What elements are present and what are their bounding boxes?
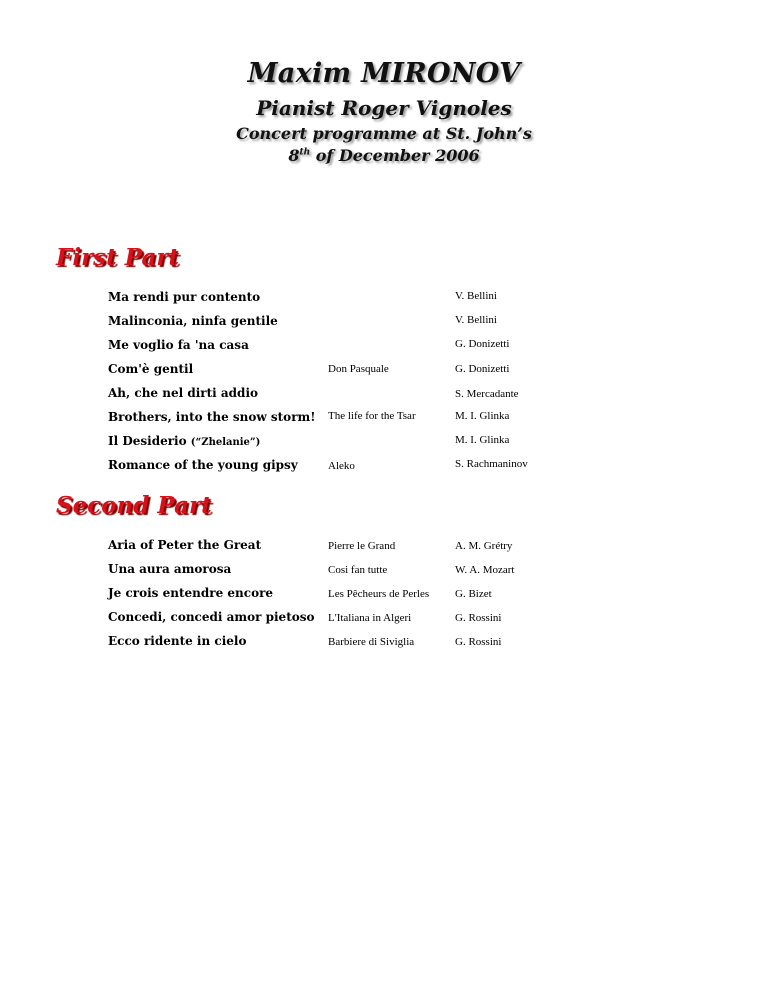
programme-row: [0, 338, 768, 358]
programme-row: [0, 290, 768, 310]
opera-title: L'Italiana in Algeri: [328, 612, 412, 624]
programme-row: [0, 458, 768, 478]
composer: G. Bizet: [455, 588, 492, 600]
pianist-name: Pianist Roger Vignoles: [256, 96, 512, 120]
programme-row: [0, 314, 768, 334]
opera-title: The life for the Tsar: [328, 410, 416, 422]
composer: V. Bellini: [455, 290, 497, 302]
section-title-first-part: First Part: [56, 244, 180, 271]
song-title: Je crois entendre encore: [108, 586, 274, 600]
composer: W. A. Mozart: [455, 564, 515, 576]
date-day: 8: [288, 146, 300, 165]
composer: V. Bellini: [455, 314, 497, 326]
song-title: Malinconia, ninfa gentile: [108, 314, 278, 328]
song-title: Com'è gentil: [108, 362, 194, 376]
concert-title: Concert programme at St. John’s: [236, 124, 532, 143]
programme-row: [0, 410, 768, 430]
composer: S. Mercadante: [455, 388, 519, 400]
programme-row: [0, 362, 768, 382]
concert-date: [0, 146, 768, 165]
date-ordinal: th: [299, 147, 311, 158]
composer: M. I. Glinka: [455, 434, 510, 446]
song-title: Brothers, into the snow storm!: [108, 410, 316, 424]
singer-name: Maxim MIRONOV: [247, 58, 521, 89]
song-title: Concedi, concedi amor pietoso: [108, 610, 315, 624]
programme-row: [0, 634, 768, 654]
composer: G. Rossini: [455, 636, 502, 648]
programme-row: [0, 538, 768, 558]
date-rest: of December 2006: [310, 146, 480, 165]
composer: G. Rossini: [455, 612, 502, 624]
song-title: Aria of Peter the Great: [108, 538, 262, 552]
song-title: Ah, che nel dirti addio: [108, 386, 258, 400]
programme-row: [0, 386, 768, 406]
programme-row: [0, 586, 768, 606]
opera-title: Don Pasquale: [328, 363, 389, 375]
song-title-translation: (“Zhelanie”): [190, 437, 261, 448]
composer: M. I. Glinka: [455, 410, 510, 422]
composer: G. Donizetti: [455, 338, 510, 350]
opera-title: Aleko: [328, 460, 355, 472]
song-title: Me voglio fa 'na casa: [108, 338, 249, 352]
opera-title: Les Pêcheurs de Perles: [328, 588, 430, 600]
song-title: [108, 434, 260, 448]
song-title: Una aura amorosa: [108, 562, 232, 576]
programme-row: [0, 562, 768, 582]
composer: A. M. Grétry: [455, 540, 513, 552]
opera-title: Cosi fan tutte: [328, 564, 388, 576]
section-title-second-part: Second Part: [56, 492, 212, 519]
song-title-main: Il Desiderio: [108, 434, 191, 448]
song-title: Ma rendi pur contento: [108, 290, 261, 304]
song-title: Ecco ridente in cielo: [108, 634, 247, 648]
programme-row: [0, 610, 768, 630]
opera-title: Pierre le Grand: [328, 540, 396, 552]
programme-row: [0, 434, 768, 454]
song-title: Romance of the young gipsy: [108, 458, 298, 472]
composer: G. Donizetti: [455, 363, 510, 375]
opera-title: Barbiere di Siviglia: [328, 636, 415, 648]
composer: S. Rachmaninov: [455, 458, 528, 470]
